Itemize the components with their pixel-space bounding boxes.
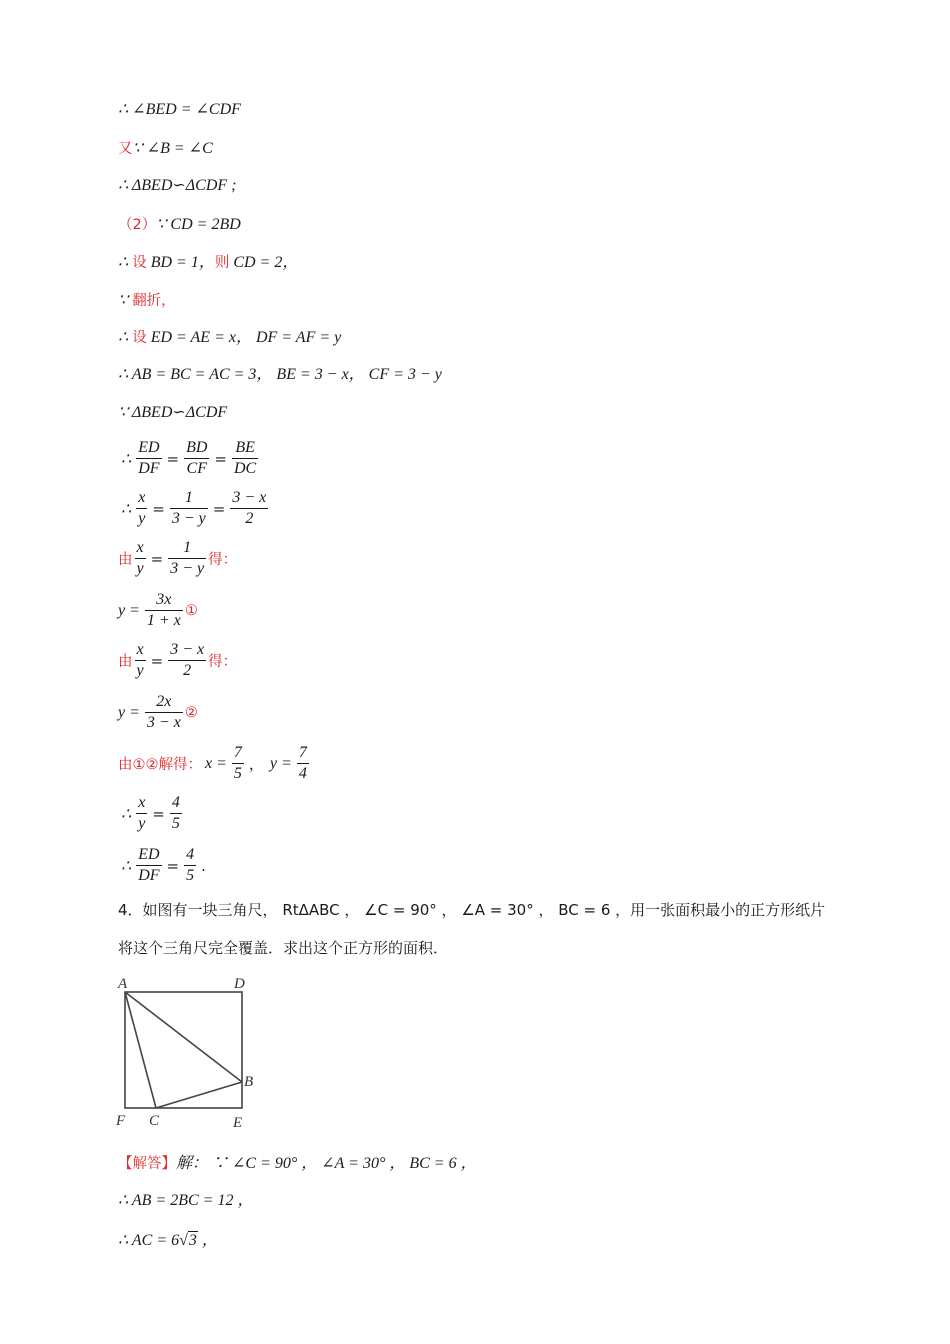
- side-ab: [125, 992, 242, 1082]
- line-set-ed: [118, 325, 341, 349]
- fraction: $\frac{2x}{3 - x}$: [146, 693, 181, 731]
- eq-from-2: 由 $\frac{x}{y}$ = $\frac{3 - x}{2}$ 得：: [118, 641, 238, 679]
- line-angle-bed-cdf: ∴ ∠BED = ∠CDF: [118, 101, 241, 118]
- y-equals: y =: [118, 703, 140, 721]
- circled-two: ②: [184, 704, 198, 721]
- eq-ratio-1: ∴ $\frac{ED}{DF}$ = $\frac{BD}{CF}$ = $\frac{BE}{DC}$: [121, 439, 257, 477]
- label-a: A: [118, 976, 128, 992]
- expr-bd-1: BD = 1，: [146, 254, 215, 271]
- solution-tag: 【解答】: [118, 1156, 176, 1172]
- fraction: $\frac{1}{3 - y}$: [170, 539, 205, 577]
- eq-from-1: 由 $\frac{x}{y}$ = $\frac{1}{3 - y}$ 得：: [118, 539, 238, 577]
- solution-line-1: [118, 1151, 477, 1175]
- side-cb: [156, 1082, 242, 1108]
- word-then: 则: [214, 255, 230, 271]
- word-set: 设: [132, 330, 147, 346]
- comma: ，: [197, 1232, 218, 1249]
- solve-label: 由①②解得：: [118, 757, 202, 773]
- fraction: $\frac{4}{5}$: [186, 846, 195, 884]
- problem-4-line-1: 4．如图有一块三角尺， RtΔABC ， ∠C = 90° ， ∠A = 30° ， BC = 6 ，用一张面积最小的正方形纸片: [118, 901, 826, 919]
- expr-cd-2: CD = 2，: [229, 254, 299, 271]
- side-ac: [125, 992, 156, 1108]
- label-b: B: [244, 1074, 254, 1090]
- therefore-symbol: ∴: [121, 450, 132, 468]
- fraction: $\frac{3 - x}{2}$: [170, 641, 205, 679]
- expr-ac: ∴ AC = 6: [118, 1232, 180, 1249]
- expr-ed-df: ED = AE = x， DF = AF = y: [146, 329, 342, 346]
- label-d: D: [234, 976, 245, 992]
- triangle-square-figure: [110, 968, 270, 1133]
- eq-solution-xy: [118, 743, 311, 784]
- solution-line-2: ∴ AB = 2BC = 12 ，: [118, 1192, 254, 1209]
- fraction: $\frac{ED}{DF}$: [138, 846, 160, 884]
- solution-line-3: ∴ AC = 6√3 ，: [118, 1232, 218, 1249]
- fraction: $\frac{7}{4}$: [298, 744, 307, 782]
- therefore-symbol: ∴: [118, 254, 133, 271]
- eq-ed-over-df: ∴ $\frac{ED}{DF}$ = $\frac{4}{5}$ .: [121, 846, 206, 884]
- line-part-2: [118, 212, 241, 236]
- label-e: E: [233, 1115, 243, 1131]
- word-get: 得：: [208, 654, 238, 670]
- line-angle-b-c: [118, 136, 213, 160]
- line-similar: ∴ ΔBED∽ΔCDF ;: [118, 177, 237, 194]
- circled-one: ①: [184, 602, 198, 619]
- fraction: $\frac{3 - x}{2}$: [232, 489, 267, 527]
- expr-cd-2bd: ∵ CD = 2BD: [156, 216, 241, 233]
- fraction: $\frac{x}{y}$: [136, 641, 144, 679]
- eq-ratio-2: ∴ $\frac{x}{y}$ = $\frac{1}{3 - y}$ = $\frac{3 - x}{2}$: [121, 489, 267, 527]
- because-symbol: ∵: [118, 292, 133, 309]
- fraction: $\frac{ED}{DF}$: [138, 439, 160, 477]
- fraction: $\frac{x}{y}$: [138, 794, 146, 832]
- word-get: 得：: [208, 552, 238, 568]
- solution-given: 解： ∵ ∠C = 90° ， ∠A = 30° ， BC = 6 ，: [176, 1155, 477, 1172]
- therefore-symbol: ∴: [121, 857, 132, 875]
- period: .: [201, 856, 206, 875]
- therefore-symbol: ∴: [121, 805, 132, 823]
- line-because-similar: ∵ ΔBED∽ΔCDF: [118, 404, 228, 421]
- fraction: $\frac{BE}{DC}$: [234, 439, 257, 477]
- therefore-symbol: ∴: [118, 329, 133, 346]
- fraction: $\frac{1}{3 - y}$: [171, 489, 206, 527]
- therefore-symbol: ∴: [121, 500, 132, 518]
- eq-y-2: [118, 692, 198, 733]
- y-equals: y =: [118, 601, 140, 619]
- comma: ，: [248, 755, 264, 773]
- eq-x-over-y: ∴ $\frac{x}{y}$ = $\frac{4}{5}$: [121, 794, 180, 832]
- label-you: 又: [118, 141, 133, 157]
- word-from: 由: [118, 654, 133, 670]
- sqrt-radicand: 3: [188, 1232, 197, 1249]
- y-equals: y =: [269, 754, 292, 772]
- problem-4-line-2: 将这个三角尺完全覆盖．求出这个正方形的面积．: [118, 939, 449, 957]
- part-2-label: （2）: [118, 217, 157, 233]
- fraction: $\frac{7}{5}$: [233, 744, 242, 782]
- square-outline: [125, 992, 242, 1108]
- line-fold: [118, 288, 176, 312]
- label-c: C: [149, 1113, 160, 1129]
- label-f: F: [116, 1113, 126, 1129]
- x-equals: x =: [205, 754, 227, 772]
- word-fold: 翻折，: [132, 293, 176, 309]
- eq-y-1: [118, 590, 198, 631]
- fraction: $\frac{x}{y}$: [138, 489, 146, 527]
- fraction: $\frac{BD}{CF}$: [186, 439, 208, 477]
- line-set-bd: [118, 250, 298, 274]
- fraction: $\frac{x}{y}$: [136, 539, 144, 577]
- line-ab-bc-ac: ∴ AB = BC = AC = 3， BE = 3 − x， CF = 3 − y: [118, 366, 442, 383]
- fraction: $\frac{3x}{1 + x}$: [146, 591, 181, 629]
- expr-angle-b-c: ∵ ∠B = ∠C: [132, 140, 213, 157]
- fraction: $\frac{4}{5}$: [171, 794, 180, 832]
- word-from: 由: [118, 552, 133, 568]
- word-set: 设: [132, 255, 147, 271]
